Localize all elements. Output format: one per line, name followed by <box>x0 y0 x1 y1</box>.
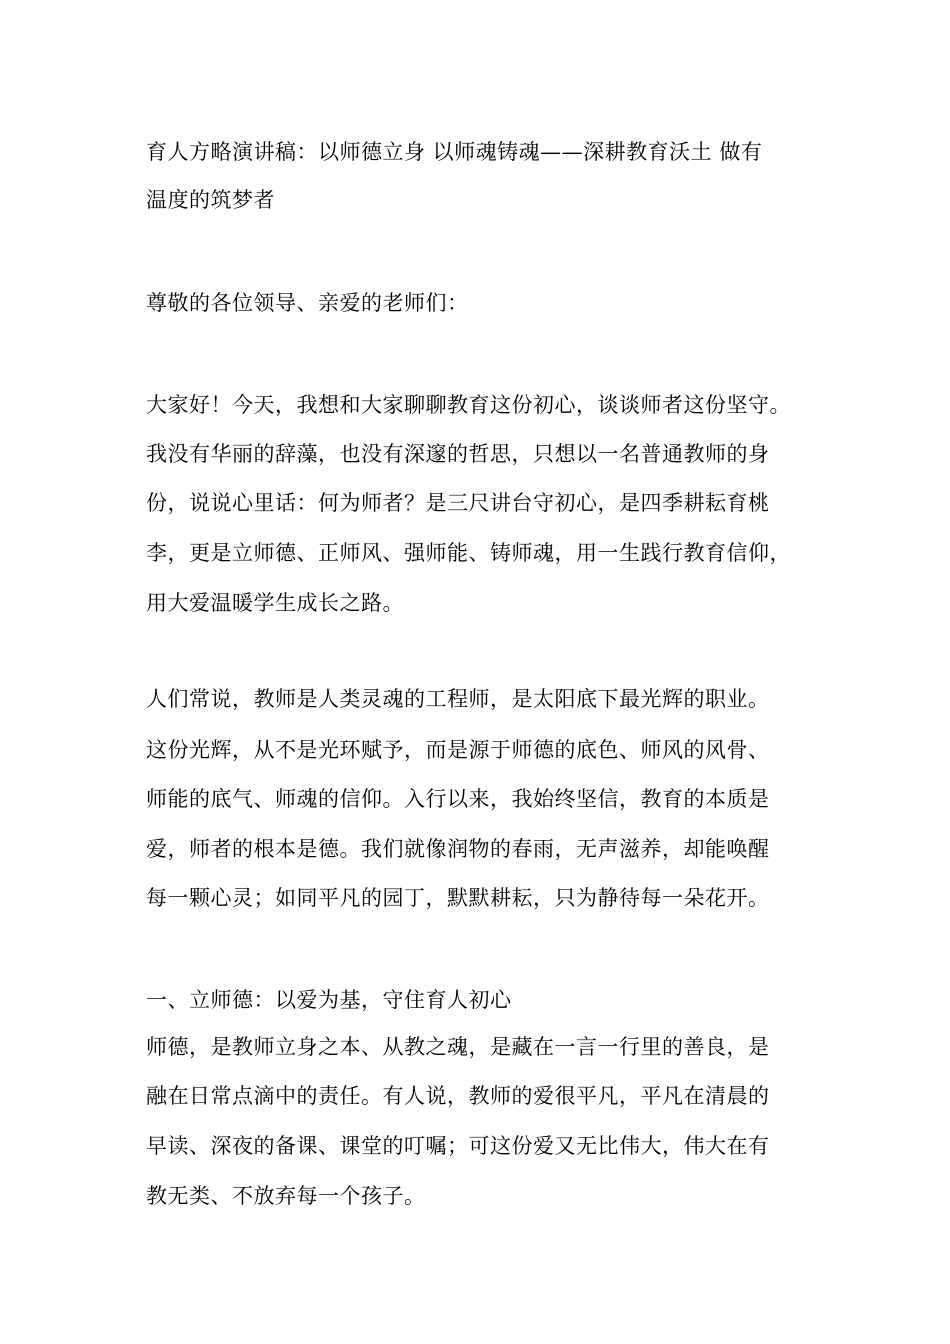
paragraph-1-line-1: 大家好！今天，我想和大家聊聊教育这份初心，谈谈师者这份坚守。 <box>146 393 791 417</box>
paragraph-2-line-1: 人们常说，教师是人类灵魂的工程师，是太阳底下最光辉的职业。 <box>146 687 770 711</box>
paragraph-3-line-2: 融在日常点滴中的责任。有人说，教师的爱很平凡，平凡在清晨的 <box>146 1084 770 1108</box>
paragraph-2-line-2: 这份光辉，从不是光环赋予，而是源于师德的底色、师风的风骨、 <box>146 738 770 762</box>
salutation: 尊敬的各位领导、亲爱的老师们： <box>146 291 469 315</box>
document-title-line-2: 温度的筑梦者 <box>146 188 275 212</box>
paragraph-3-line-1: 师德，是教师立身之本、从教之魂，是藏在一言一行里的善良，是 <box>146 1035 770 1059</box>
paragraph-2-line-3: 师能的底气、师魂的信仰。入行以来，我始终坚信，教育的本质是 <box>146 787 770 811</box>
paragraph-2-line-5: 每一颗心灵；如同平凡的园丁，默默耕耘，只为静待每一朵花开。 <box>146 886 770 910</box>
paragraph-1-line-4: 李，更是立师德、正师风、强师能、铸师魂，用一生践行教育信仰， <box>146 541 791 565</box>
paragraph-1-line-5: 用大爱温暖学生成长之路。 <box>146 591 404 615</box>
section-1-heading: 一、立师德：以爱为基，守住育人初心 <box>146 988 512 1012</box>
paragraph-3-line-3: 早读、深夜的备课、课堂的叮嘱；可这份爱又无比伟大，伟大在有 <box>146 1134 770 1158</box>
paragraph-1-line-3: 份，说说心里话：何为师者？是三尺讲台守初心，是四季耕耘育桃 <box>146 491 770 515</box>
paragraph-3-line-4: 教无类、不放弃每一个孩子。 <box>146 1184 426 1208</box>
paragraph-2-line-4: 爱，师者的根本是德。我们就像润物的春雨，无声滋养，却能唤醒 <box>146 837 770 861</box>
paragraph-1-line-2: 我没有华丽的辞藻，也没有深邃的哲思，只想以一名普通教师的身 <box>146 442 770 466</box>
document-title-line-1: 育人方略演讲稿：以师德立身 以师魂铸魂——深耕教育沃土 做有 <box>146 140 763 164</box>
